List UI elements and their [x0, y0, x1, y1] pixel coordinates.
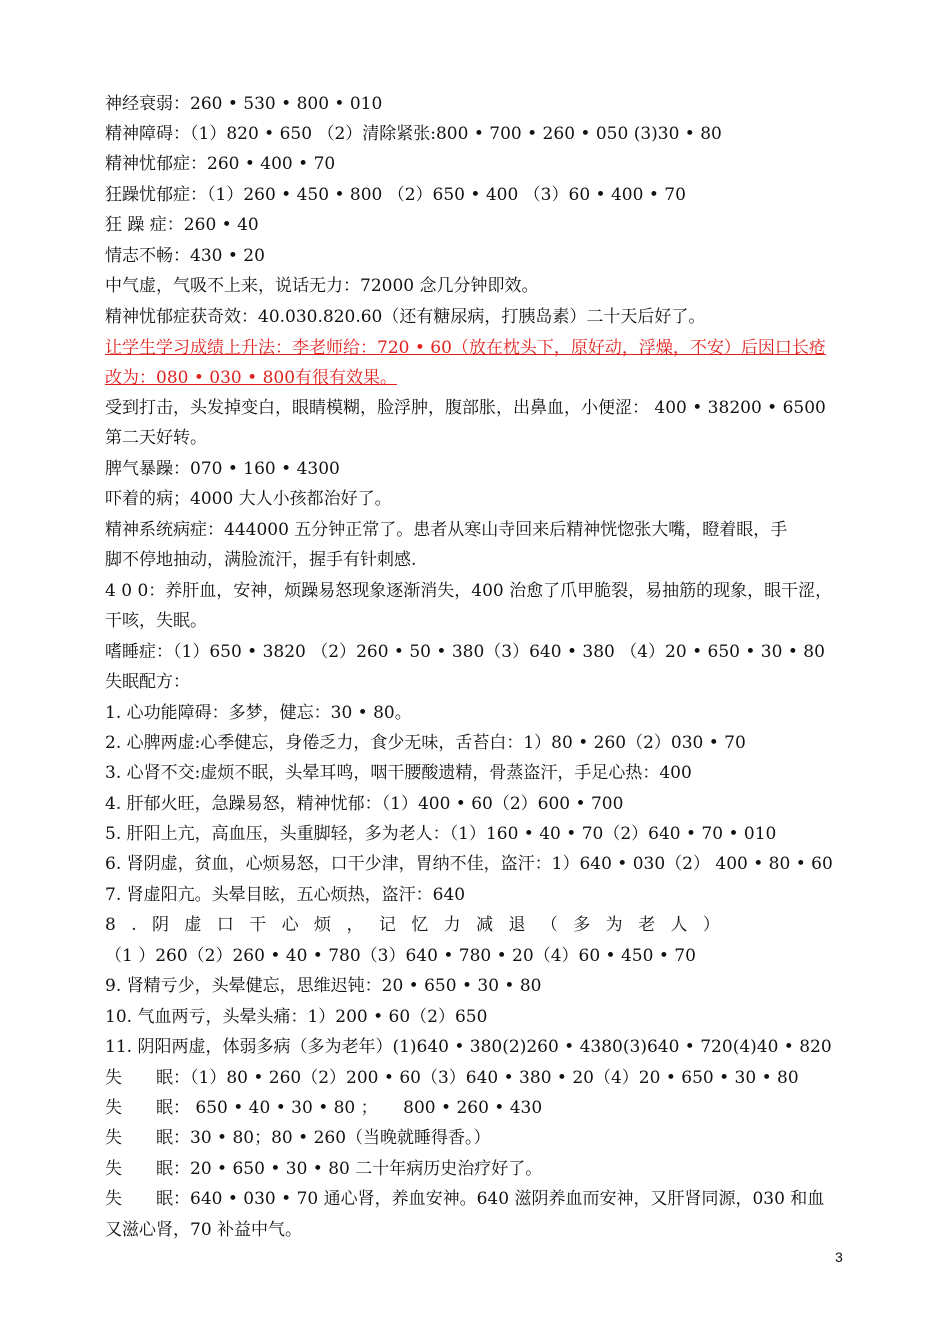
- text-line: 情志不畅：430 • 20: [105, 246, 265, 266]
- text-line: 干咳，失眠。: [105, 611, 207, 631]
- text-line: 第二天好转。: [105, 428, 207, 448]
- highlighted-text-part: 改为：080 • 030 • 800: [105, 368, 296, 388]
- text-line: 脾气暴躁：070 • 160 • 4300: [105, 459, 340, 479]
- highlighted-text-line: 让学生学习成绩上升法：李老师给：720 • 60（放在枕头下，原好动，浮燥，不安）后因口长疮: [105, 338, 826, 358]
- highlighted-text-line: [105, 367, 850, 389]
- text-line: 8 . 阴 虚 口 干 心 烦 ， 记 忆 力 减 退 （ 多 为 老 人 ）: [105, 915, 720, 935]
- text-line: 1. 心功能障碍：多梦，健忘：30 • 80。: [105, 703, 412, 723]
- text-line: 中气虚，气吸不上来，说话无力：72000 念几分钟即效。: [105, 276, 539, 296]
- text-line: 脚不停地抽动，满脸流汗，握手有针刺感.: [105, 550, 417, 570]
- highlighted-text-part: 有很有效果。: [295, 368, 398, 388]
- text-line: 受到打击，头发掉变白，眼睛模糊，脸浮肿，腹部胀，出鼻血，小便涩： 400 • 38200 • 6500: [105, 398, 826, 418]
- text-line: （1 ）260（2）260 • 40 • 780（3）640 • 780 • 20（4）60 • 450 • 70: [105, 946, 696, 966]
- text-line: 精神忧郁症：260 • 400 • 70: [105, 154, 336, 174]
- text-line: 精神系统病症：444000 五分钟正常了。患者从寒山寺回来后精神恍惚张大嘴，瞪着眼，手: [105, 520, 788, 540]
- text-line: 11. 阴阳两虚，体弱多病（多为老年）(1)640 • 380(2)260 • 4380(3)640 • 720(4)40 • 820: [105, 1037, 832, 1057]
- text-line: 嗜睡症：（1）650 • 3820 （2）260 • 50 • 380（3）640 • 380 （4）20 • 650 • 30 • 80: [105, 642, 825, 662]
- text-line: 10. 气血两亏，头晕头痛：1）200 • 60（2）650: [105, 1007, 488, 1027]
- text-line: 吓着的病；4000 大人小孩都治好了。: [105, 489, 392, 509]
- text-line: 9. 肾精亏少，头晕健忘，思维迟钝：20 • 650 • 30 • 80: [105, 976, 542, 996]
- text-line: 5. 肝阳上亢，高血压，头重脚轻，多为老人：（1）160 • 40 • 70（2）640 • 70 • 010: [105, 824, 777, 844]
- text-line: 狂 躁 症：260 • 40: [105, 215, 259, 235]
- text-line: 精神障碍：（1）820 • 650 （2）清除紧张:800 • 700 • 260 • 050 (3)30 • 80: [105, 124, 722, 144]
- text-line: 又滋心肾，70 补益中气。: [105, 1220, 303, 1240]
- text-line: 2. 心脾两虚:心季健忘，身倦乏力，食少无味，舌苔白：1）80 • 260（2）030 • 70: [105, 733, 746, 753]
- text-line: 3. 心肾不交:虚烦不眠，头晕耳鸣，咽干腰酸遗精，骨蒸盗汗，手足心热：400: [105, 763, 692, 783]
- page-number: 3: [835, 1249, 843, 1265]
- text-line: 失眠配方：: [105, 672, 190, 692]
- text-line: 4 0 0：养肝血，安神，烦躁易怒现象逐渐消失，400 治愈了爪甲脆裂，易抽筋的现象，眼干涩，: [105, 581, 833, 601]
- text-line: 失 眠：640 • 030 • 70 通心肾，养血安神。640 滋阴养血而安神，又肝肾同源，030 和血: [105, 1189, 825, 1209]
- text-line: 失 眠：（1）80 • 260（2）200 • 60（3）640 • 380 • 20（4）20 • 650 • 30 • 80: [105, 1068, 799, 1088]
- text-line: 6. 肾阴虚，贫血，心烦易怒，口干少津，胃纳不佳，盗汗：1）640 • 030（2） 400 • 80 • 60: [105, 854, 833, 874]
- text-line: 神经衰弱：260 • 530 • 800 • 010: [105, 94, 383, 114]
- text-line: 7. 肾虚阳亢。头晕目眩，五心烦热，盗汗：640: [105, 885, 466, 905]
- text-line: 失 眠：30 • 80；80 • 260（当晚就睡得香。）: [105, 1128, 491, 1148]
- text-line: 狂躁忧郁症：（1）260 • 450 • 800 （2）650 • 400 （3）60 • 400 • 70: [105, 185, 686, 205]
- text-line: 精神忧郁症获奇效：40.030.820.60（还有糖尿病，打胰岛素）二十天后好了。: [105, 307, 706, 327]
- text-line: 失 眠： 650 • 40 • 30 • 80 ； 800 • 260 • 430: [105, 1098, 543, 1118]
- text-line: 失 眠：20 • 650 • 30 • 80 二十年病历史治疗好了。: [105, 1159, 543, 1179]
- text-line: 4. 肝郁火旺，急躁易怒，精神忧郁：（1）400 • 60（2）600 • 700: [105, 794, 624, 814]
